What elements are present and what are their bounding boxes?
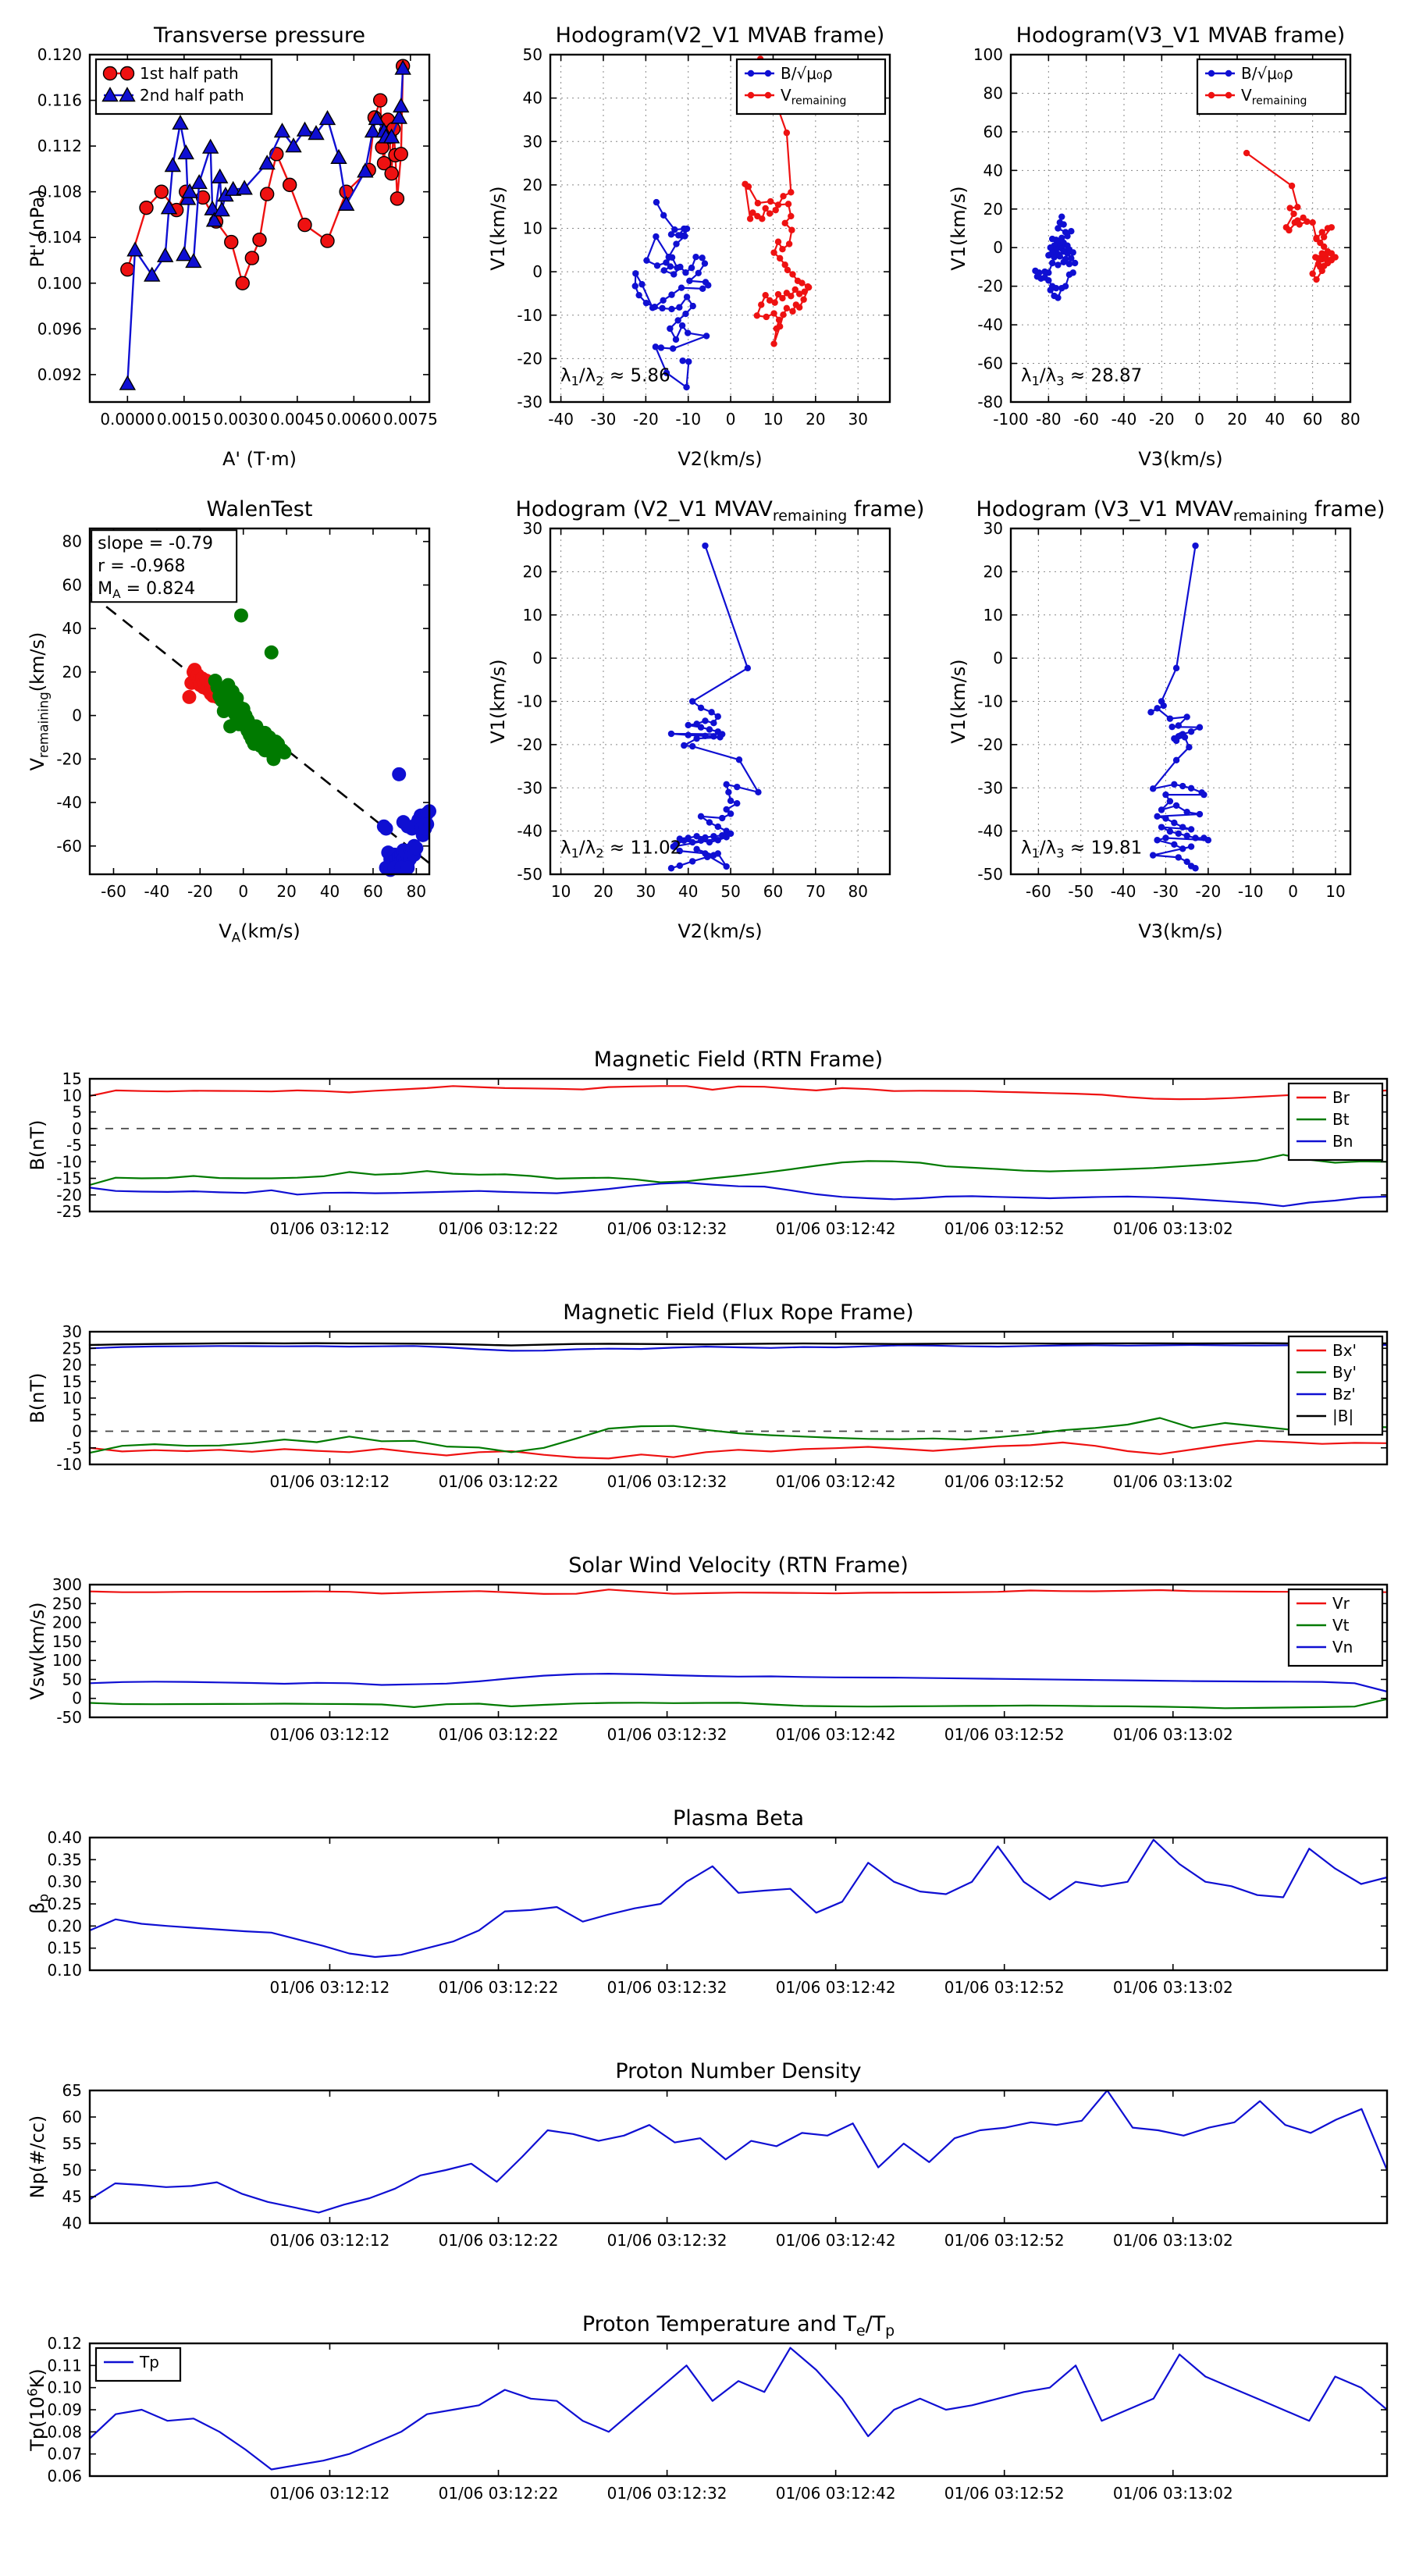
hodogram_v2v1_mvav-chart <box>484 480 941 948</box>
mag_rtn-ytick-label: 10 <box>62 1086 82 1105</box>
plasma_beta-ytick-label: 0.30 <box>47 1872 82 1891</box>
hodogram_v3v1_mvab-ytick-label: 60 <box>983 122 1003 141</box>
mag_rtn-xtick-label: 01/06 03:12:12 <box>269 1219 390 1238</box>
plasma_beta-ytick-label: 0.40 <box>47 1828 82 1847</box>
transverse_pressure-ytick-label: 0.096 <box>37 319 82 339</box>
proton_temp-series-tp <box>90 2348 1387 2470</box>
hodogram_v3v1_mvab-ytick-label: -20 <box>977 276 1003 296</box>
transverse_pressure-chart <box>23 8 480 476</box>
mag_rtn-ytick-label: -20 <box>56 1185 82 1204</box>
hodogram_v2v1_mvav-xtick-label: 50 <box>720 882 741 901</box>
vsw_rtn-ytick-label: 300 <box>52 1575 82 1594</box>
proton_temp-xtick-label: 01/06 03:12:52 <box>944 2484 1065 2503</box>
proton_temp-title: Proton Temperature and $T_e/T_p$ <box>582 2312 895 2339</box>
vsw_rtn-ylabel: Vsw(km/s) <box>27 1602 48 1700</box>
mag_rtn-chart <box>23 1043 1401 1277</box>
hodogram_v3v1_mvav-xtick-label: 10 <box>1325 882 1346 901</box>
vsw_rtn-legend-label-vt: Vt <box>1332 1616 1350 1635</box>
walen_test-xtick-label: 20 <box>276 882 297 901</box>
walen_test-ytick-label: 40 <box>62 619 82 639</box>
hodogram_v2v1_mvav-annotation: $\lambda_1/\lambda_2 \approx 11.02$ <box>560 838 682 861</box>
proton_temp-xtick-label: 01/06 03:12:12 <box>269 2484 390 2503</box>
vsw_rtn-ytick-label: 200 <box>52 1613 82 1632</box>
walen_test-stats-line: $M_A = 0.824$ <box>98 579 196 602</box>
hodogram_v2v1_mvav-xtick-label: 70 <box>806 882 826 901</box>
vsw_rtn-series-vr <box>90 1589 1387 1594</box>
mag_fluxrope-ytick-label: 15 <box>62 1372 82 1391</box>
walen_test-xtick-label: 0 <box>238 882 249 901</box>
proton_temp-xtick-label: 01/06 03:12:22 <box>438 2484 559 2503</box>
plasma_beta-series-beta-p <box>90 1840 1387 1957</box>
vsw_rtn-legend-label-vr: Vr <box>1332 1594 1350 1613</box>
proton_density-xtick-label: 01/06 03:12:12 <box>269 2231 390 2250</box>
walen_test-xtick-label: 40 <box>319 882 340 901</box>
mag_fluxrope-xtick-label: 01/06 03:12:42 <box>775 1472 896 1491</box>
transverse_pressure-ytick-label: 0.112 <box>37 137 82 156</box>
transverse_pressure-xtick-label: 0.0030 <box>213 410 269 429</box>
mag_fluxrope-ylabel: B(nT) <box>27 1372 48 1424</box>
proton_temp-ytick-label: 0.07 <box>47 2444 82 2464</box>
hodogram_v3v1_mvav-ytick-label: 20 <box>983 562 1003 582</box>
vsw_rtn-ytick-label: 0 <box>72 1688 82 1708</box>
hodogram_v3v1_mvav-ytick-label: 10 <box>983 605 1003 624</box>
proton_temp-ytick-label: 0.10 <box>47 2378 82 2397</box>
hodogram_v2v1_mvav-xtick-label: 30 <box>635 882 656 901</box>
mag_fluxrope-ytick-label: -5 <box>66 1438 82 1457</box>
vsw_rtn-axes-box <box>90 1585 1387 1717</box>
hodogram_v2v1_mvav-xtick-label: 60 <box>763 882 784 901</box>
walen_test-stats-box <box>91 530 237 602</box>
hodogram_v2v1_mvab-xtick-label: -10 <box>675 410 702 429</box>
mag_fluxrope-ytick-label: 30 <box>62 1322 82 1341</box>
hodogram_v3v1_mvav-ytick-label: -30 <box>977 778 1003 798</box>
proton_density-ticks <box>90 2090 1387 2223</box>
hodogram_v2v1_mvab-chart <box>484 8 941 476</box>
plasma_beta-xtick-label: 01/06 03:12:22 <box>438 1978 559 1997</box>
walen_test-xtick-label: -20 <box>187 882 213 901</box>
transverse_pressure-xtick-label: 0.0060 <box>326 410 382 429</box>
mag_fluxrope-legend-label-bx: Bx' <box>1332 1341 1357 1360</box>
hodogram_v3v1_mvab-ytick-label: 80 <box>983 84 1003 103</box>
proton_density-ytick-label: 40 <box>62 2214 82 2233</box>
hodogram_v2v1_mvav-title: Hodogram (V2_V1 $MVAV_{remaining}$ frame) <box>515 497 925 525</box>
hodogram_v2v1_mvav-ytick-label: 0 <box>532 649 542 668</box>
hodogram_v3v1_mvav-chart <box>944 480 1401 948</box>
hodogram_v2v1_mvab-ytick-label: 20 <box>522 175 542 194</box>
hodogram_v3v1_mvav-xlabel: V3(km/s) <box>1138 920 1223 942</box>
hodogram_v3v1_mvav-xtick-label: -40 <box>1110 882 1136 901</box>
plasma_beta-xtick-label: 01/06 03:13:02 <box>1112 1978 1233 1997</box>
hodogram_v2v1_mvab-ytick-label: -30 <box>517 393 542 411</box>
hodogram_v3v1_mvab-xtick-label: -80 <box>1035 410 1062 429</box>
plasma_beta-ytick-label: 0.20 <box>47 1916 82 1936</box>
hodogram_v3v1_mvab-xtick-label: 60 <box>1302 410 1323 429</box>
hodogram_v2v1_mvab-xlabel: V2(km/s) <box>678 448 763 470</box>
transverse_pressure-title: Transverse pressure <box>154 23 365 48</box>
hodogram_v2v1_mvav-ytick-label: -30 <box>517 778 542 798</box>
proton_temp-xtick-label: 01/06 03:12:32 <box>606 2484 727 2503</box>
mag_fluxrope-xtick-label: 01/06 03:12:52 <box>944 1472 1065 1491</box>
hodogram_v3v1_mvab-legend <box>1197 59 1346 114</box>
plasma_beta-xtick-label: 01/06 03:12:12 <box>269 1978 390 1997</box>
vsw_rtn-ytick-label: 250 <box>52 1594 82 1614</box>
proton_temp-ytick-label: 0.06 <box>47 2467 82 2485</box>
panel-transverse-pressure <box>23 8 480 476</box>
hodogram_v3v1_mvav-xtick-label: -30 <box>1153 882 1179 901</box>
walen_test-xtick-label: 80 <box>406 882 427 901</box>
hodogram_v3v1_mvav-ytick-label: -50 <box>977 865 1003 884</box>
panel-hodogram-v2v1-mvab <box>484 8 941 476</box>
hodogram_v2v1_mvab-series-b-sqrt-mu0-rho <box>632 199 712 390</box>
hodogram_v2v1_mvab-legend-label-b: B/√μ₀ρ <box>781 64 833 83</box>
vsw_rtn-legend <box>1289 1589 1382 1666</box>
panel-solar-wind-velocity <box>23 1549 1401 1783</box>
mag_rtn-ytick-label: 15 <box>62 1069 82 1088</box>
vsw_rtn-ticks <box>90 1585 1387 1717</box>
plasma_beta-axes-box <box>90 1838 1387 1970</box>
vsw_rtn-series-vn <box>90 1674 1387 1692</box>
vsw_rtn-xtick-label: 01/06 03:12:52 <box>944 1725 1065 1744</box>
mag_rtn-series-bt <box>90 1155 1387 1185</box>
proton_density-xtick-label: 01/06 03:12:32 <box>606 2231 727 2250</box>
hodogram_v2v1_mvab-legend-label-v-remaining: $V_{remaining}$ <box>781 86 847 108</box>
mag_rtn-ytick-label: 5 <box>72 1102 82 1122</box>
hodogram_v2v1_mvav-ytick-label: -20 <box>517 735 542 754</box>
hodogram_v3v1_mvab-ytick-label: -60 <box>977 354 1003 373</box>
vsw_rtn-title: Solar Wind Velocity (RTN Frame) <box>568 1553 909 1578</box>
transverse_pressure-ytick-label: 0.120 <box>37 45 82 64</box>
vsw_rtn-series-vt <box>90 1699 1387 1709</box>
mag_rtn-xtick-label: 01/06 03:12:22 <box>438 1219 559 1238</box>
hodogram_v3v1_mvav-xtick-label: -20 <box>1195 882 1222 901</box>
mag_fluxrope-legend <box>1289 1336 1382 1435</box>
walen_test-xtick-label: -60 <box>101 882 126 901</box>
hodogram_v2v1_mvav-ytick-label: -10 <box>517 692 542 711</box>
proton_density-xtick-label: 01/06 03:12:42 <box>775 2231 896 2250</box>
hodogram_v3v1_mvab-ylabel: V1(km/s) <box>948 186 969 271</box>
hodogram_v2v1_mvav-ytick-label: -40 <box>517 821 542 841</box>
hodogram_v2v1_mvab-ytick-label: 10 <box>522 219 542 238</box>
mag_rtn-series-br <box>90 1086 1387 1099</box>
transverse_pressure-ytick-label: 0.100 <box>37 273 82 293</box>
vsw_rtn-ytick-label: 100 <box>52 1651 82 1670</box>
hodogram_v2v1_mvav-ytick-label: 30 <box>522 519 542 538</box>
proton_temp-xtick-label: 01/06 03:12:42 <box>775 2484 896 2503</box>
hodogram_v3v1_mvab-xtick-label: 80 <box>1340 410 1361 429</box>
walen_test-chart <box>23 480 480 948</box>
transverse_pressure-xtick-label: 0.0000 <box>100 410 155 429</box>
mag_rtn-legend-label-br: Br <box>1332 1088 1350 1107</box>
vsw_rtn-xtick-label: 01/06 03:12:42 <box>775 1725 896 1744</box>
hodogram_v2v1_mvav-ylabel: V1(km/s) <box>487 659 509 744</box>
vsw_rtn-xtick-label: 01/06 03:12:12 <box>269 1725 390 1744</box>
proton_temp-legend <box>96 2348 180 2381</box>
mag_rtn-ytick-label: 0 <box>72 1119 82 1138</box>
proton_density-xtick-label: 01/06 03:13:02 <box>1112 2231 1233 2250</box>
mag_fluxrope-legend-label-bz: Bz' <box>1332 1385 1356 1404</box>
proton_temp-xtick-label: 01/06 03:13:02 <box>1112 2484 1233 2503</box>
hodogram_v3v1_mvab-xtick-label: 40 <box>1264 410 1286 429</box>
hodogram_v2v1_mvab-ytick-label: -20 <box>517 349 542 368</box>
vsw_rtn-xtick-label: 01/06 03:12:32 <box>606 1725 727 1744</box>
proton_temp-ticks <box>90 2343 1387 2476</box>
proton_density-ylabel: Np(#/cc) <box>27 2115 48 2199</box>
hodogram_v2v1_mvav-xlabel: V2(km/s) <box>678 920 763 942</box>
proton_density-ytick-label: 65 <box>62 2081 82 2100</box>
plasma_beta-xtick-label: 01/06 03:12:42 <box>775 1978 896 1997</box>
mag_fluxrope-chart <box>23 1296 1401 1530</box>
mag_fluxrope-title: Magnetic Field (Flux Rope Frame) <box>563 1300 914 1325</box>
plasma_beta-ytick-label: 0.35 <box>47 1850 82 1870</box>
plasma_beta-xtick-label: 01/06 03:12:52 <box>944 1978 1065 1997</box>
proton_temp-ytick-label: 0.12 <box>47 2334 82 2353</box>
hodogram_v2v1_mvab-ytick-label: 50 <box>522 45 542 64</box>
plasma_beta-ytick-label: 0.10 <box>47 1961 82 1980</box>
proton_temp-ylabel: $Tp(10^6K)$ <box>24 2368 48 2451</box>
vsw_rtn-ytick-label: 50 <box>62 1670 82 1689</box>
panel-proton-temperature <box>23 2307 1401 2542</box>
mag_fluxrope-legend-label-b: |B| <box>1332 1407 1354 1425</box>
proton_temp-ytick-label: 0.11 <box>47 2356 82 2375</box>
plasma_beta-xtick-label: 01/06 03:12:32 <box>606 1978 727 1997</box>
proton_temp-legend-label-tp: Tp <box>140 2353 159 2371</box>
proton_density-axes-box <box>90 2090 1387 2223</box>
transverse_pressure-ylabel: Pt' (nPa) <box>27 189 48 268</box>
hodogram_v3v1_mvav-series-v3-v1-trace <box>1147 543 1211 871</box>
mag_rtn-ylabel: B(nT) <box>27 1119 48 1171</box>
panel-hodogram-v3v1-mvab <box>944 8 1401 476</box>
hodogram_v3v1_mvav-ylabel: V1(km/s) <box>948 659 969 744</box>
hodogram_v2v1_mvav-xtick-label: 80 <box>848 882 868 901</box>
proton_density-ytick-label: 45 <box>62 2187 82 2206</box>
proton_density-ytick-label: 50 <box>62 2161 82 2179</box>
hodogram_v3v1_mvab-chart <box>944 8 1401 476</box>
hodogram_v3v1_mvab-title: Hodogram(V3_V1 MVAB frame) <box>1016 23 1346 48</box>
walen_test-xtick-label: -40 <box>144 882 170 901</box>
hodogram_v3v1_mvab-annotation: $\lambda_1/\lambda_3 \approx 28.87$ <box>1021 365 1143 389</box>
proton_density-ytick-label: 55 <box>62 2134 82 2153</box>
walen_test-xtick-label: 60 <box>363 882 383 901</box>
panel-magnetic-field-rtn <box>23 1043 1401 1277</box>
mag_rtn-ytick-label: -25 <box>56 1202 82 1221</box>
panel-walen-test <box>23 480 480 948</box>
mag_fluxrope-xtick-label: 01/06 03:12:32 <box>606 1472 727 1491</box>
hodogram_v3v1_mvav-ytick-label: -40 <box>977 821 1003 841</box>
plasma_beta-title: Plasma Beta <box>672 1806 805 1831</box>
mag_fluxrope-xtick-label: 01/06 03:12:12 <box>269 1472 390 1491</box>
mag_fluxrope-series-bx <box>90 1441 1387 1459</box>
vsw_rtn-xtick-label: 01/06 03:13:02 <box>1112 1725 1233 1744</box>
proton_density-title: Proton Number Density <box>615 2059 862 2083</box>
hodogram_v3v1_mvab-legend-label-b: B/√μ₀ρ <box>1241 64 1293 83</box>
hodogram_v2v1_mvab-xtick-label: -20 <box>633 410 659 429</box>
walen_test-stats-line: slope = -0.79 <box>98 534 214 554</box>
mag_fluxrope-xtick-label: 01/06 03:12:22 <box>438 1472 559 1491</box>
hodogram_v2v1_mvab-title: Hodogram(V2_V1 MVAB frame) <box>555 23 885 48</box>
transverse_pressure-legend-label-1st-half-path: 1st half path <box>140 64 239 83</box>
mag_rtn-title: Magnetic Field (RTN Frame) <box>593 1048 884 1072</box>
transverse_pressure-ytick-label: 0.092 <box>37 365 82 384</box>
transverse_pressure-legend <box>96 59 272 114</box>
walen_test-title: WalenTest <box>206 497 313 521</box>
hodogram_v3v1_mvab-ytick-label: 100 <box>973 45 1003 64</box>
panel-plasma-beta <box>23 1802 1401 2036</box>
vsw_rtn-legend-label-vn: Vn <box>1332 1638 1353 1656</box>
walen_test-ytick-label: 80 <box>62 532 82 551</box>
hodogram_v2v1_mvav-xtick-label: 20 <box>593 882 614 901</box>
hodogram_v3v1_mvav-ytick-label: -20 <box>977 735 1003 754</box>
vsw_rtn-chart <box>23 1549 1401 1783</box>
transverse_pressure-xlabel: A' (T·m) <box>222 448 297 470</box>
hodogram_v3v1_mvav-title: Hodogram (V3_V1 $MVAV_{remaining}$ frame) <box>976 497 1385 525</box>
walen_test-series-middle-interval <box>208 608 292 766</box>
hodogram_v3v1_mvab-xtick-label: -60 <box>1073 410 1100 429</box>
mag_rtn-xtick-label: 01/06 03:12:42 <box>775 1219 896 1238</box>
mag_fluxrope-series-bz <box>90 1345 1387 1350</box>
hodogram_v2v1_mvab-xtick-label: -40 <box>548 410 574 429</box>
proton_temp-chart <box>23 2307 1401 2542</box>
hodogram_v3v1_mvab-xlabel: V3(km/s) <box>1138 448 1223 470</box>
walen_test-ytick-label: -40 <box>56 793 82 813</box>
hodogram_v2v1_mvab-ylabel: V1(km/s) <box>487 186 509 271</box>
panel-proton-number-density <box>23 2055 1401 2289</box>
hodogram_v3v1_mvab-series-v-remaining <box>1243 150 1339 283</box>
hodogram_v2v1_mvab-ytick-label: -10 <box>517 305 542 325</box>
hodogram_v3v1_mvab-xtick-label: -40 <box>1111 410 1137 429</box>
hodogram_v3v1_mvav-xtick-label: -10 <box>1237 882 1264 901</box>
mag_fluxrope-legend-label-by: By' <box>1332 1363 1357 1382</box>
panel-hodogram-v2v1-mvav <box>484 480 941 948</box>
hodogram_v2v1_mvab-xtick-label: -30 <box>590 410 617 429</box>
hodogram_v2v1_mvab-xtick-label: 10 <box>763 410 784 429</box>
hodogram_v2v1_mvav-xtick-label: 40 <box>678 882 699 901</box>
hodogram_v3v1_mvab-xtick-label: -100 <box>993 410 1029 429</box>
hodogram_v2v1_mvab-xtick-label: 30 <box>848 410 868 429</box>
transverse_pressure-legend-label-2nd-half-path: 2nd half path <box>140 86 244 105</box>
hodogram_v2v1_mvab-ytick-label: 0 <box>532 262 542 282</box>
mag_fluxrope-series-by <box>90 1418 1387 1453</box>
mag_rtn-xtick-label: 01/06 03:12:52 <box>944 1219 1065 1238</box>
proton_temp-ytick-label: 0.08 <box>47 2422 82 2442</box>
mag_fluxrope-ytick-label: 25 <box>62 1339 82 1358</box>
hodogram_v3v1_mvab-series-b-sqrt-mu0-rho <box>1032 213 1078 301</box>
hodogram_v2v1_mvav-grid <box>550 528 890 874</box>
proton_density-chart <box>23 2055 1401 2289</box>
hodogram_v3v1_mvab-xtick-label: 0 <box>1194 410 1205 429</box>
panel-hodogram-v3v1-mvav <box>944 480 1401 948</box>
hodogram_v3v1_mvav-xtick-label: 0 <box>1288 882 1298 901</box>
walen_test-ytick-label: -20 <box>56 749 82 769</box>
plasma_beta-ytick-label: 0.25 <box>47 1895 82 1913</box>
mag_rtn-ytick-label: -15 <box>56 1169 82 1188</box>
mag_rtn-ytick-label: -5 <box>66 1136 82 1155</box>
hodogram_v2v1_mvav-series-v2-v1-trace <box>668 543 762 871</box>
walen_test-stats-line: r = -0.968 <box>98 557 186 577</box>
hodogram_v3v1_mvab-ytick-label: -80 <box>977 393 1003 411</box>
mag_rtn-ytick-label: -10 <box>56 1152 82 1172</box>
mag_fluxrope-ytick-label: 10 <box>62 1389 82 1407</box>
hodogram_v3v1_mvav-xtick-label: -50 <box>1068 882 1094 901</box>
hodogram_v3v1_mvab-ytick-label: 20 <box>983 199 1003 219</box>
hodogram_v2v1_mvab-legend <box>737 59 885 114</box>
proton_temp-ytick-label: 0.09 <box>47 2400 82 2419</box>
hodogram_v2v1_mvab-ytick-label: 30 <box>522 132 542 151</box>
vsw_rtn-ytick-label: -50 <box>56 1708 82 1727</box>
mag_rtn-legend <box>1289 1083 1382 1160</box>
hodogram_v3v1_mvav-xtick-label: -60 <box>1026 882 1051 901</box>
hodogram_v2v1_mvab-xtick-label: 0 <box>725 410 736 429</box>
mag_rtn-legend-label-bt: Bt <box>1332 1110 1350 1129</box>
hodogram_v3v1_mvab-ytick-label: -40 <box>977 315 1003 335</box>
hodogram_v2v1_mvav-xtick-label: 10 <box>550 882 571 901</box>
mag_rtn-xtick-label: 01/06 03:12:32 <box>606 1219 727 1238</box>
hodogram_v2v1_mvav-ytick-label: 10 <box>522 605 542 624</box>
transverse_pressure-ytick-label: 0.116 <box>37 91 82 110</box>
walen_test-ytick-label: 0 <box>72 706 82 725</box>
transverse_pressure-xtick-label: 0.0075 <box>382 410 438 429</box>
mag_rtn-legend-label-bn: Bn <box>1332 1132 1353 1151</box>
hodogram_v2v1_mvav-ytick-label: 20 <box>522 562 542 582</box>
hodogram_v3v1_mvab-xtick-label: -20 <box>1148 410 1175 429</box>
hodogram_v3v1_mvab-xtick-label: 20 <box>1227 410 1247 429</box>
hodogram_v2v1_mvab-xtick-label: 20 <box>806 410 826 429</box>
plasma_beta-ylabel: $\beta_p$ <box>27 1894 52 1914</box>
hodogram_v3v1_mvab-ytick-label: 0 <box>993 238 1003 258</box>
plasma_beta-ytick-label: 0.15 <box>47 1938 82 1958</box>
mag_fluxrope-ytick-label: 5 <box>72 1405 82 1425</box>
plasma_beta-chart <box>23 1802 1401 2036</box>
hodogram_v2v1_mvav-ytick-label: -50 <box>517 865 542 884</box>
hodogram_v3v1_mvab-ytick-label: 40 <box>983 161 1003 180</box>
mag_fluxrope-axes-box <box>90 1332 1387 1464</box>
proton_density-series-np <box>90 2090 1387 2212</box>
transverse_pressure-ytick-label: 0.108 <box>37 182 82 201</box>
hodogram_v3v1_mvav-ytick-label: -10 <box>977 692 1003 711</box>
vsw_rtn-ytick-label: 150 <box>52 1631 82 1651</box>
walen_test-ytick-label: 20 <box>62 662 82 681</box>
vsw_rtn-xtick-label: 01/06 03:12:22 <box>438 1725 559 1744</box>
proton_density-xtick-label: 01/06 03:12:52 <box>944 2231 1065 2250</box>
hodogram_v3v1_mvav-grid <box>1011 528 1350 874</box>
mag_fluxrope-ytick-label: 20 <box>62 1355 82 1375</box>
proton_density-ytick-label: 60 <box>62 2108 82 2126</box>
transverse_pressure-ytick-label: 0.104 <box>37 228 82 247</box>
hodogram_v3v1_mvav-ytick-label: 30 <box>983 519 1003 538</box>
walen_test-xlabel: $V_A(km/s)$ <box>219 920 301 945</box>
proton_temp-axes-box <box>90 2343 1387 2476</box>
plasma_beta-ticks <box>90 1838 1387 1970</box>
proton_density-xtick-label: 01/06 03:12:22 <box>438 2231 559 2250</box>
walen_test-ytick-label: -60 <box>56 836 82 856</box>
mag_fluxrope-ytick-label: -10 <box>56 1455 82 1474</box>
mag_fluxrope-xtick-label: 01/06 03:13:02 <box>1112 1472 1233 1491</box>
panel-magnetic-field-fluxrope <box>23 1296 1401 1530</box>
walen_test-ylabel: $V_{remaining}(km/s)$ <box>27 632 52 771</box>
mag_fluxrope-ticks <box>90 1332 1387 1464</box>
walen_test-ytick-label: 60 <box>62 575 82 595</box>
hodogram_v3v1_mvav-annotation: $\lambda_1/\lambda_3 \approx 19.81$ <box>1021 838 1143 861</box>
hodogram_v2v1_mvab-ytick-label: 40 <box>522 88 542 108</box>
mag_rtn-xtick-label: 01/06 03:13:02 <box>1112 1219 1233 1238</box>
hodogram_v3v1_mvab-legend-label-v-remaining: $V_{remaining}$ <box>1241 86 1307 108</box>
mag_rtn-series-bn <box>90 1183 1387 1206</box>
mag_fluxrope-ytick-label: 0 <box>72 1421 82 1441</box>
transverse_pressure-xtick-label: 0.0015 <box>156 410 212 429</box>
transverse_pressure-xtick-label: 0.0045 <box>269 410 325 429</box>
hodogram_v3v1_mvav-ytick-label: 0 <box>993 649 1003 668</box>
hodogram_v2v1_mvab-annotation: $\lambda_1/\lambda_2 \approx 5.86$ <box>560 365 670 389</box>
